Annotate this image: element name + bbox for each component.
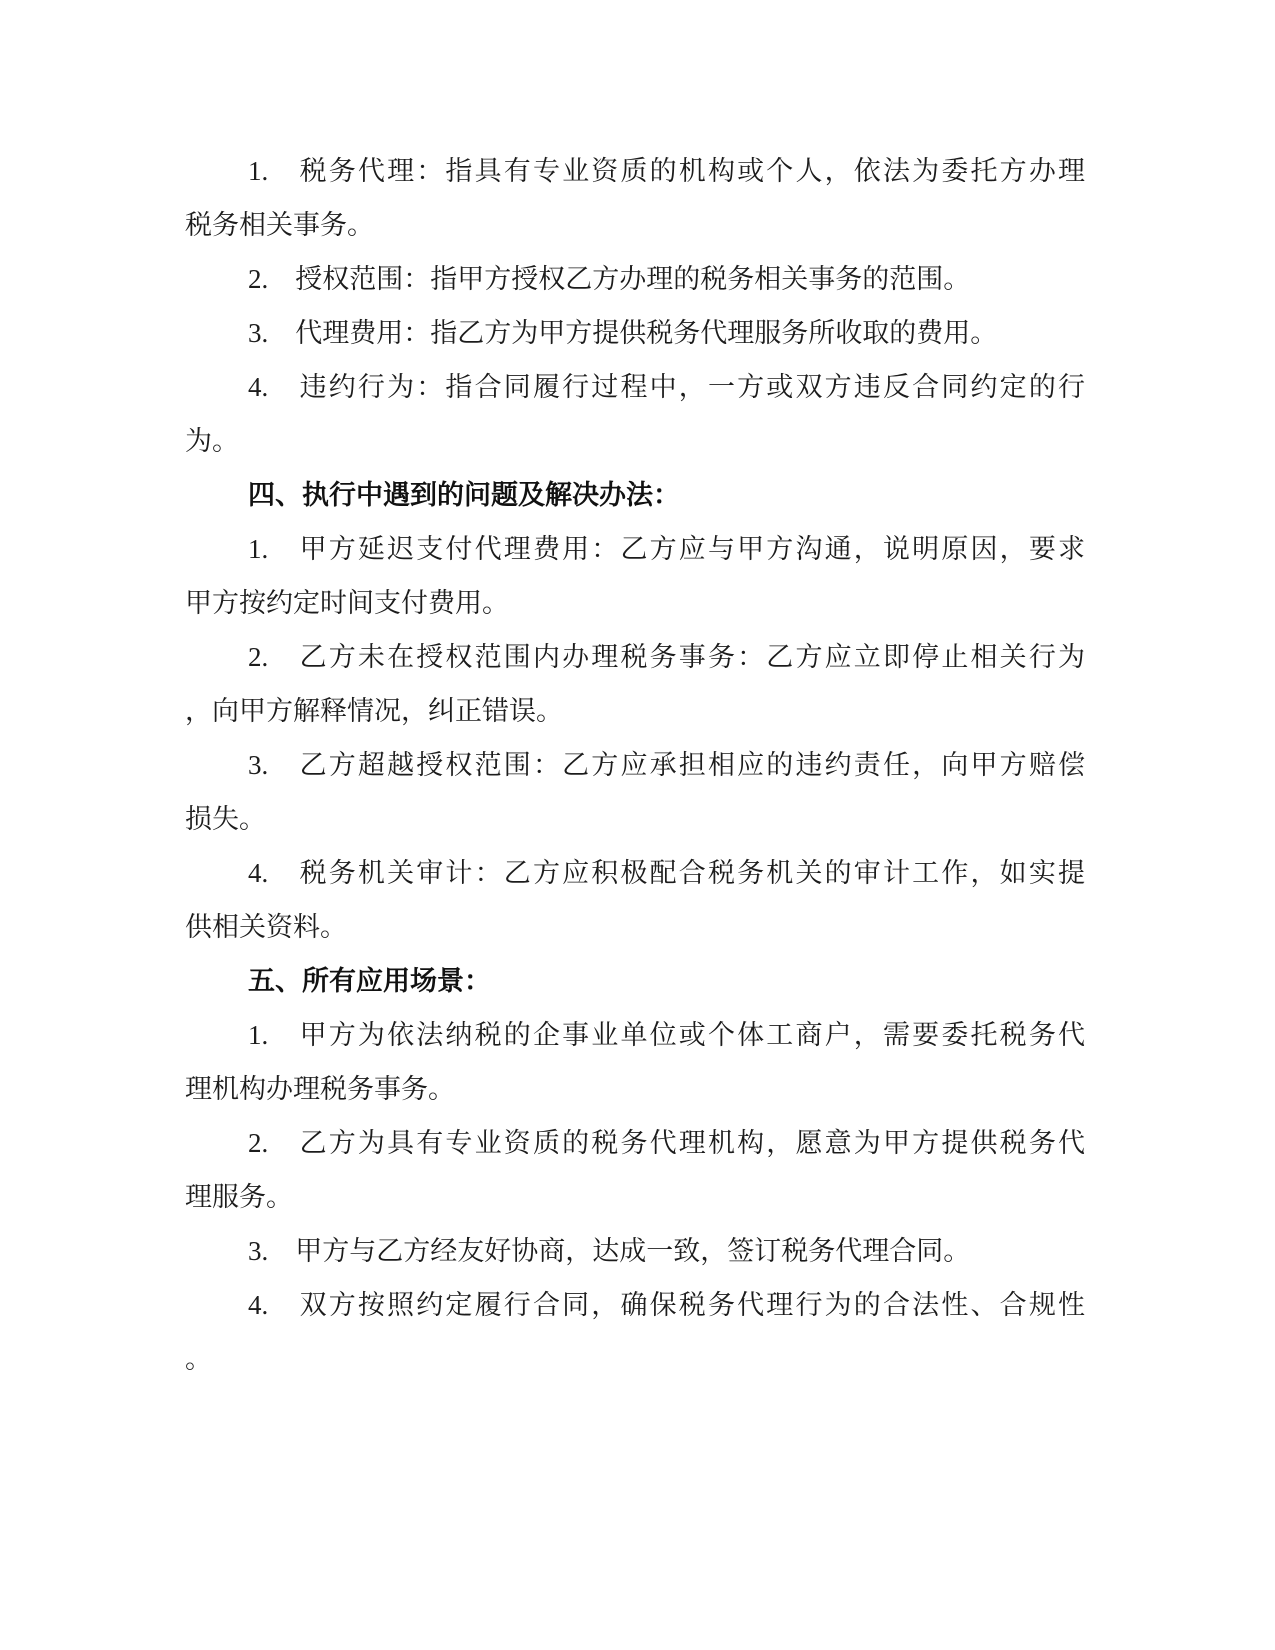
text-line: 理机构办理税务事务。 [185,1074,455,1104]
text-line: 1. 甲方为依法纳税的企事业单位或个体工商户，需要委托税务代 [248,1020,1085,1050]
text-line: 1. 税务代理：指具有专业资质的机构或个人，依法为委托方办理 [248,156,1085,186]
text-line: 4. 违约行为：指合同履行过程中，一方或双方违反合同约定的行 [248,372,1085,402]
text-line: 供相关资料。 [185,912,347,942]
section-heading: 五、所有应用场景： [248,966,491,996]
text-line: 3. 乙方超越授权范围：乙方应承担相应的违约责任，向甲方赔偿 [248,750,1085,780]
text-line: 税务相关事务。 [185,210,374,240]
text-line: 4. 税务机关审计：乙方应积极配合税务机关的审计工作，如实提 [248,858,1085,888]
text-line: 损失。 [185,804,266,834]
text-line: 。 [185,1344,212,1374]
text-line: ，向甲方解释情况，纠正错误。 [185,696,563,726]
text-line: 2. 乙方未在授权范围内办理税务事务：乙方应立即停止相关行为 [248,642,1085,672]
text-line: 3. 代理费用：指乙方为甲方提供税务代理服务所收取的费用。 [248,318,998,348]
section-heading: 四、执行中遇到的问题及解决办法： [248,480,680,510]
text-line: 2. 授权范围：指甲方授权乙方办理的税务相关事务的范围。 [248,264,971,294]
text-line: 2. 乙方为具有专业资质的税务代理机构，愿意为甲方提供税务代 [248,1128,1085,1158]
text-line: 3. 甲方与乙方经友好协商，达成一致，签订税务代理合同。 [248,1236,971,1266]
text-line: 1. 甲方延迟支付代理费用：乙方应与甲方沟通，说明原因，要求 [248,534,1085,564]
text-line: 理服务。 [185,1182,293,1212]
text-line: 4. 双方按照约定履行合同，确保税务代理行为的合法性、合规性 [248,1290,1085,1320]
document-content [185,144,1085,1386]
text-line: 甲方按约定时间支付费用。 [185,588,509,618]
text-line: 为。 [185,426,239,456]
